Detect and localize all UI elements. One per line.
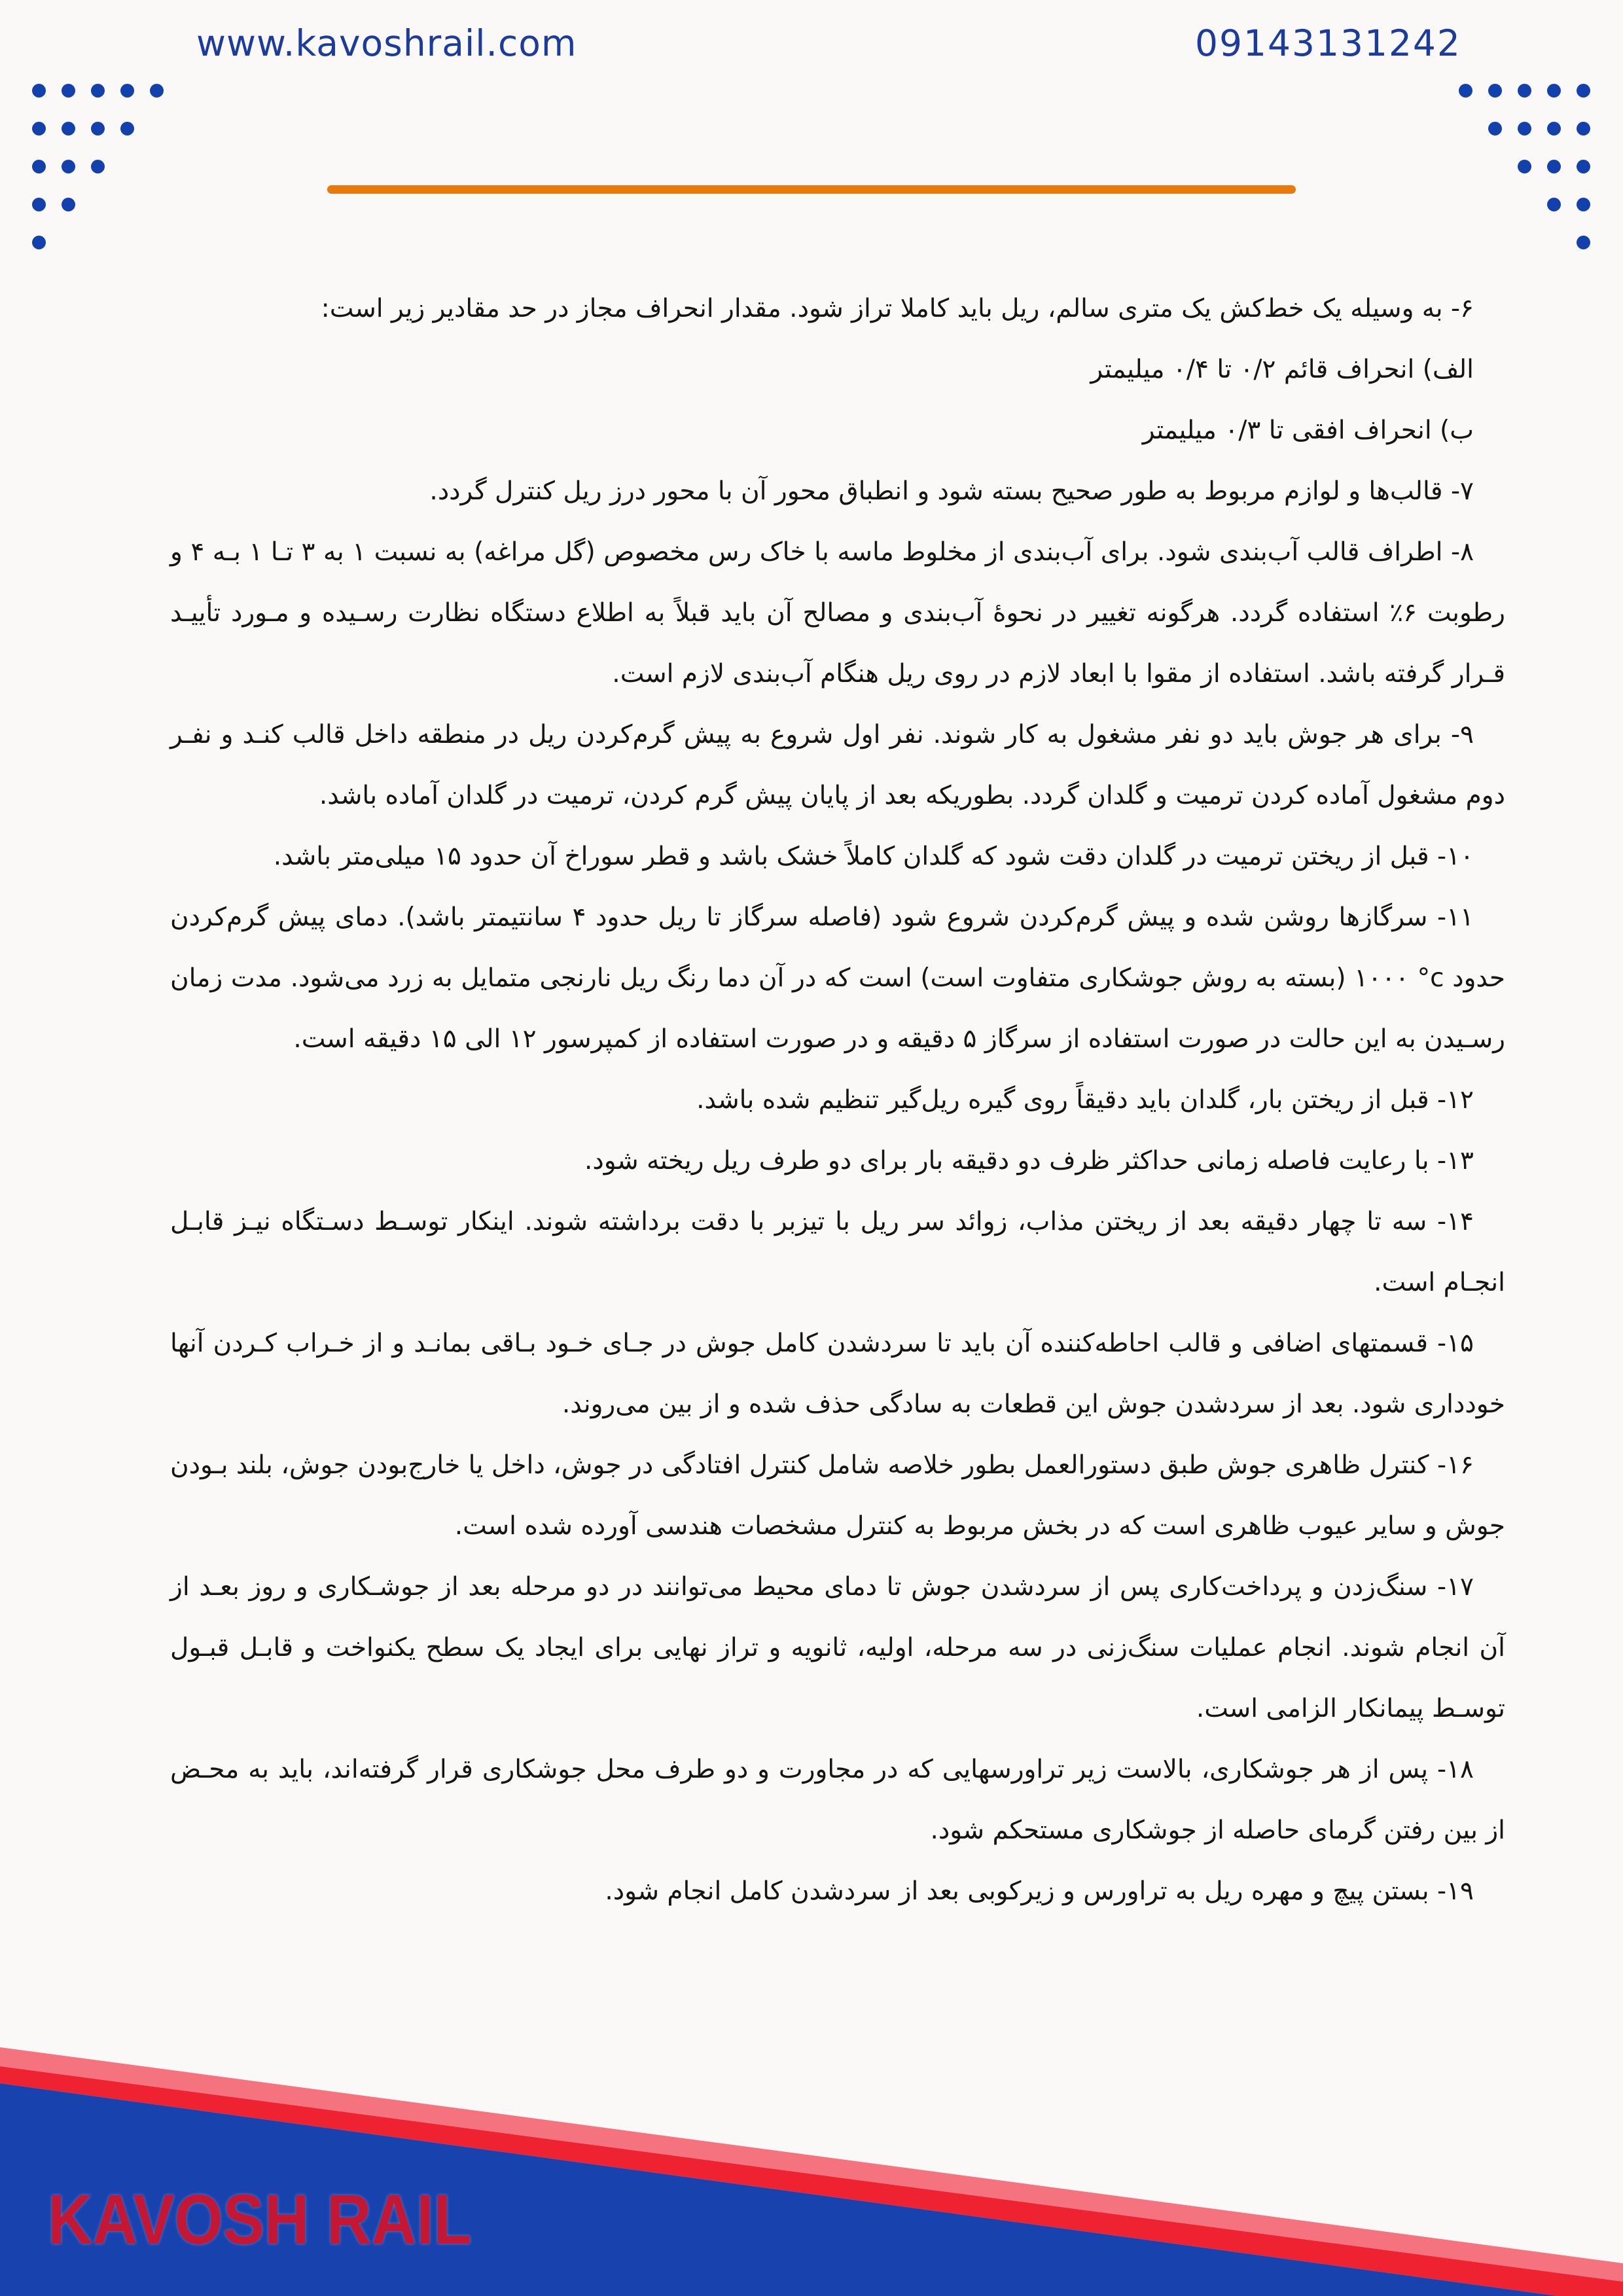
paragraph: ۱۸- پس از هر جوشکاری، بالاست زیر تراورسهایی که در مجاورت و دو طرف محل جوشکاری قرار گرفته‌اند، باید به محـض از بین رفتن گرمای حاصله از جوشکاری مستحکم شود. <box>170 1755 1505 1845</box>
paragraph: الف) انحراف قائم ۰/۲ تا ۰/۴ میلیمتر <box>1090 355 1474 384</box>
dot-icon <box>62 198 75 211</box>
dot-icon <box>32 236 46 249</box>
paragraph: ۱۰- قبل از ریختن ترمیت در گلدان دقت شود که گلدان کاملاً خشک باشد و قطر سوراخ آن حدود ۱۵ میلی‌متر باشد. <box>273 842 1474 871</box>
dot-row <box>32 160 105 173</box>
dot-row <box>1488 122 1590 135</box>
dot-icon <box>150 84 164 98</box>
corner-dots-right <box>1459 84 1590 249</box>
dot-row <box>32 122 134 135</box>
dot-row <box>1459 84 1590 98</box>
dot-icon <box>1518 160 1531 173</box>
dot-icon <box>1577 236 1590 249</box>
paragraph: ۶- به وسیله یک خط‌کش یک متری سالم، ریل باید کاملا تراز شود. مقدار انحراف مجاز در حد مقادیر زیر است: <box>321 294 1474 323</box>
dot-icon <box>120 122 134 135</box>
dot-icon <box>62 84 75 98</box>
dot-icon <box>1547 198 1561 211</box>
paragraph: ۸- اطراف قالب آب‌بندی شود. برای آب‌بندی از مخلوط ماسه با خاک رس مخصوص (گل مراغه) به نسبت ۱ به ۳ تـا ۱ بـه ۴ و رطوبت ۶٪ استفاده گردد. هرگونه تغییر در نحوهٔ آب‌بندی و مصالح آن باید قبلاً به اطلاع دستگاه نظارت رسـیده و مـورد تأییـد قـرار گرفته باشد. استفاده از مقوا با ابعاد لازم در روی ریل هنگام آب‌بندی لازم است. <box>170 537 1505 689</box>
paragraph: ۷- قالب‌ها و لوازم مربوط به طور صحیح بسته شود و انطباق محور آن با محور درز ریل کنترل گردد. <box>429 476 1474 506</box>
phone-number: 09143131242 <box>1195 22 1461 64</box>
dot-icon <box>1577 122 1590 135</box>
dot-row <box>32 84 164 98</box>
paragraph: ۱۱- سرگازها روشن شده و پیش گرم‌کردن شروع شود (فاصله سرگاز تا ریل حدود ۴ سانتیمتر باشد). دمای پیش گرم‌کردن حدود ⁦۱۰۰۰ °c⁩ (بسته به روش جوشکاری متفاوت است) است که در آن دما رنگ ریل نارنجی متمایل به زرد می‌شود. مدت زمان رسـیدن به این حالت در صورت استفاده از سرگاز ۵ دقیقه و در صورت استفاده از کمپرسور ۱۲ الی ۱۵ دقیقه است. <box>170 903 1505 1054</box>
dot-icon <box>32 84 46 98</box>
dot-row <box>32 236 46 249</box>
paragraph: ۹- برای هر جوش باید دو نفر مشغول به کار شوند. نفر اول شروع به پیش گرم‌کردن ریل در منطقه داخل قالب کنـد و نفـر دوم مشغول آماده کردن ترمیت و گلدان گردد. بطوریکه بعد از پایان پیش گرم کردن، ترمیت در گلدان آماده باشد. <box>170 720 1505 810</box>
dot-icon <box>120 84 134 98</box>
paragraph: ۱۷- سنگ‌زدن و پرداخت‌کاری پس از سردشدن جوش تا دمای محیط می‌توانند در دو مرحله بعد از جوشـکاری و روز بعـد از آن انجام شوند. انجام عملیات سنگ‌زنی در سه مرحله، اولیه، ثانویه و تراز نهایی برای ایجاد یک سطح یکنواخت و قابـل قبـول توسـط پیمانکار الزامی است. <box>170 1572 1505 1723</box>
dot-icon <box>32 198 46 211</box>
dot-icon <box>1547 84 1561 98</box>
brand-wordmark: KAVOSH RAIL <box>48 2179 472 2259</box>
dot-icon <box>1518 122 1531 135</box>
corner-dots-left <box>32 84 164 249</box>
dot-icon <box>62 122 75 135</box>
orange-divider <box>327 185 1296 194</box>
dot-icon <box>91 84 105 98</box>
dot-icon <box>1459 84 1472 98</box>
dot-icon <box>62 160 75 173</box>
dot-icon <box>91 160 105 173</box>
dot-icon <box>91 122 105 135</box>
dot-icon <box>1577 198 1590 211</box>
dot-icon <box>1488 122 1502 135</box>
paragraph: ۱۴- سه تا چهار دقیقه بعد از ریختن مذاب، زوائد سر ریل با تیزبر با دقت برداشته شوند. اینکار توسـط دسـتگاه نیـز قابـل انجـام است. <box>170 1207 1505 1297</box>
dot-row <box>32 198 75 211</box>
dot-icon <box>1518 84 1531 98</box>
dot-row <box>1577 236 1590 249</box>
dot-icon <box>1577 160 1590 173</box>
dot-icon <box>1488 84 1502 98</box>
paragraph: ب) انحراف افقی تا ۰/۳ میلیمتر <box>1142 416 1474 445</box>
document-body <box>170 278 1505 1922</box>
paragraph: ۱۵- قسمتهای اضافی و قالب احاطه‌کننده آن باید تا سردشدن کامل جوش در جـای خـود بـاقی بمانـد و از خـراب کـردن آنها خودداری شود. بعد از سردشدن جوش این قطعات به سادگی حذف شده و از بین می‌روند. <box>170 1329 1505 1419</box>
dot-icon <box>32 160 46 173</box>
dot-row <box>1547 198 1590 211</box>
dot-icon <box>1577 84 1590 98</box>
dot-icon <box>1547 160 1561 173</box>
paragraph: ۱۶- کنترل ظاهری جوش طبق دستورالعمل بطور خلاصه شامل کنترل افتادگی در جوش، داخل یا خارج‌بودن جوش، بلند بـودن جوش و سایر عیوب ظاهری است که در بخش مربوط به کنترل مشخصات هندسی آورده شده است. <box>170 1450 1505 1541</box>
dot-row <box>1518 160 1590 173</box>
paragraph: ۱۲- قبل از ریختن بار، گلدان باید دقیقاً روی گیره ریل‌گیر تنظیم شده باشد. <box>696 1085 1474 1115</box>
paragraph: ۱۹- بستن پیچ و مهره ریل به تراورس و زیرکوبی بعد از سردشدن کامل انجام شود. <box>605 1876 1474 1906</box>
website-url: www.kavoshrail.com <box>196 22 577 64</box>
dot-icon <box>1547 122 1561 135</box>
paragraph: ۱۳- با رعایت فاصله زمانی حداکثر ظرف دو دقیقه بار برای دو طرف ریل ریخته شود. <box>584 1146 1474 1175</box>
dot-icon <box>32 122 46 135</box>
